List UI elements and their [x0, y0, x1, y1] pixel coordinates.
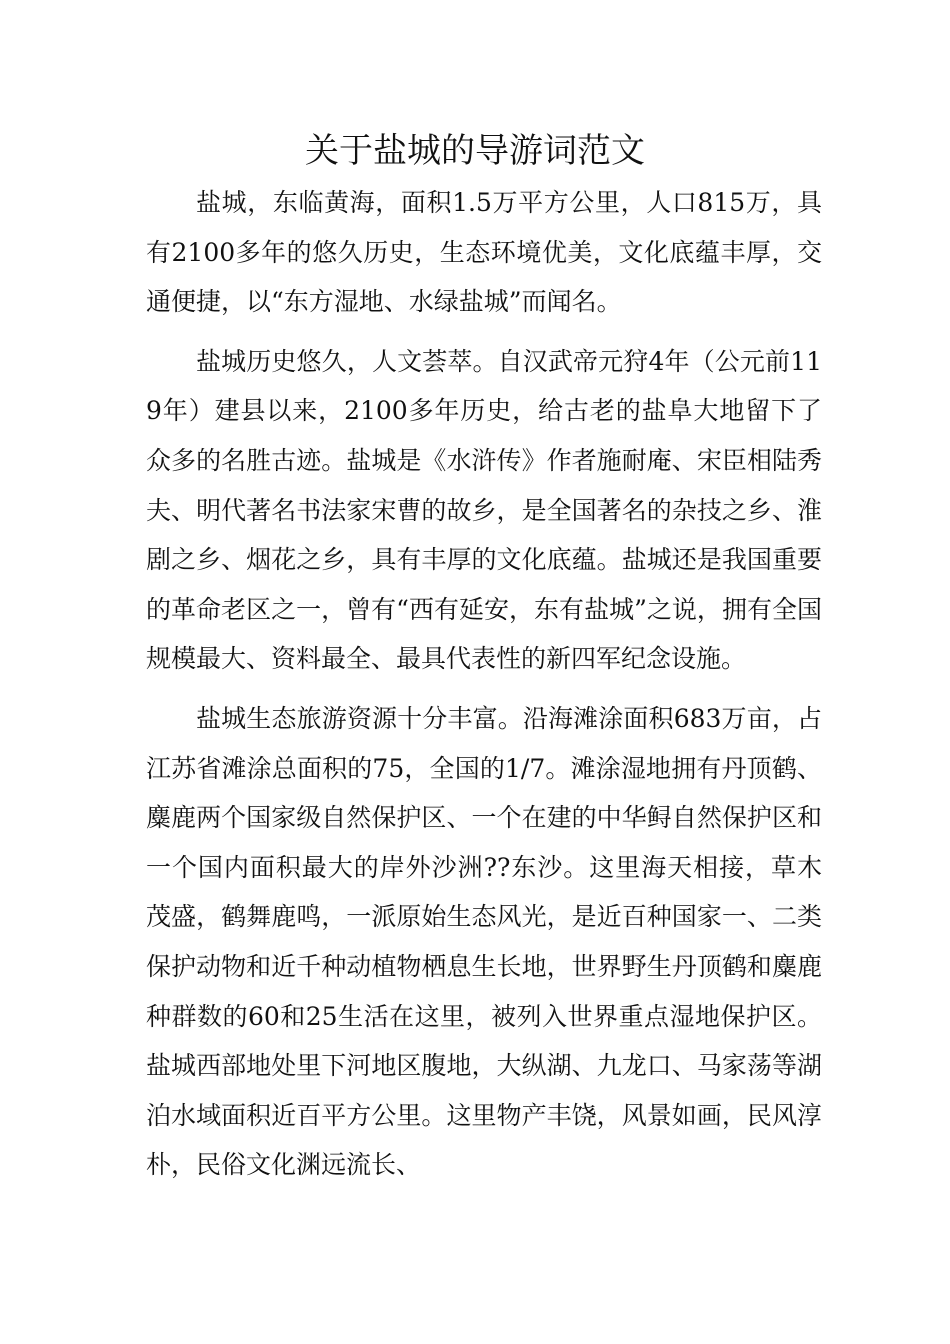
document-body: [146, 178, 822, 1190]
paragraph-ecotourism: 盐城生态旅游资源十分丰富。沿海滩涂面积683万亩，占江苏省滩涂总面积的75，全国的1/7。滩涂湿地拥有丹顶鹤、麋鹿两个国家级自然保护区、一个在建的中华鲟自然保护区和一个国内面积最大的岸外沙洲??东沙。这里海天相接，草木茂盛，鹤舞鹿鸣，一派原始生态风光，是近百种国家一、二类保护动物和近千种动植物栖息生长地，世界野生丹顶鹤和麋鹿种群数的60和25生活在这里，被列入世界重点湿地保护区。盐城西部地处里下河地区腹地，大纵湖、九龙口、马家荡等湖泊水域面积近百平方公里。这里物产丰饶，风景如画，民风淳朴，民俗文化渊远流长、: [146, 703, 822, 1180]
paragraph-history: 盐城历史悠久，人文荟萃。自汉武帝元狩4年（公元前119年）建县以来，2100多年历史，给古老的盐阜大地留下了众多的名胜古迹。盐城是《水浒传》作者施耐庵、宋臣相陆秀夫、明代著名书法家宋曹的故乡，是全国著名的杂技之乡、淮剧之乡、烟花之乡，具有丰厚的文化底蕴。盐城还是我国重要的革命老区之一，曾有“西有延安，东有盐城”之说，拥有全国规模最大、资料最全、最具代表性的新四军纪念设施。: [146, 346, 822, 674]
document-title: 关于盐城的导游词范文: [305, 131, 645, 171]
paragraph-intro: 盐城，东临黄海，面积1.5万平方公里，人口815万，具有2100多年的悠久历史，生态环境优美，文化底蕴丰厚，交通便捷，以“东方湿地、水绿盐城”而闻名。: [146, 188, 822, 317]
